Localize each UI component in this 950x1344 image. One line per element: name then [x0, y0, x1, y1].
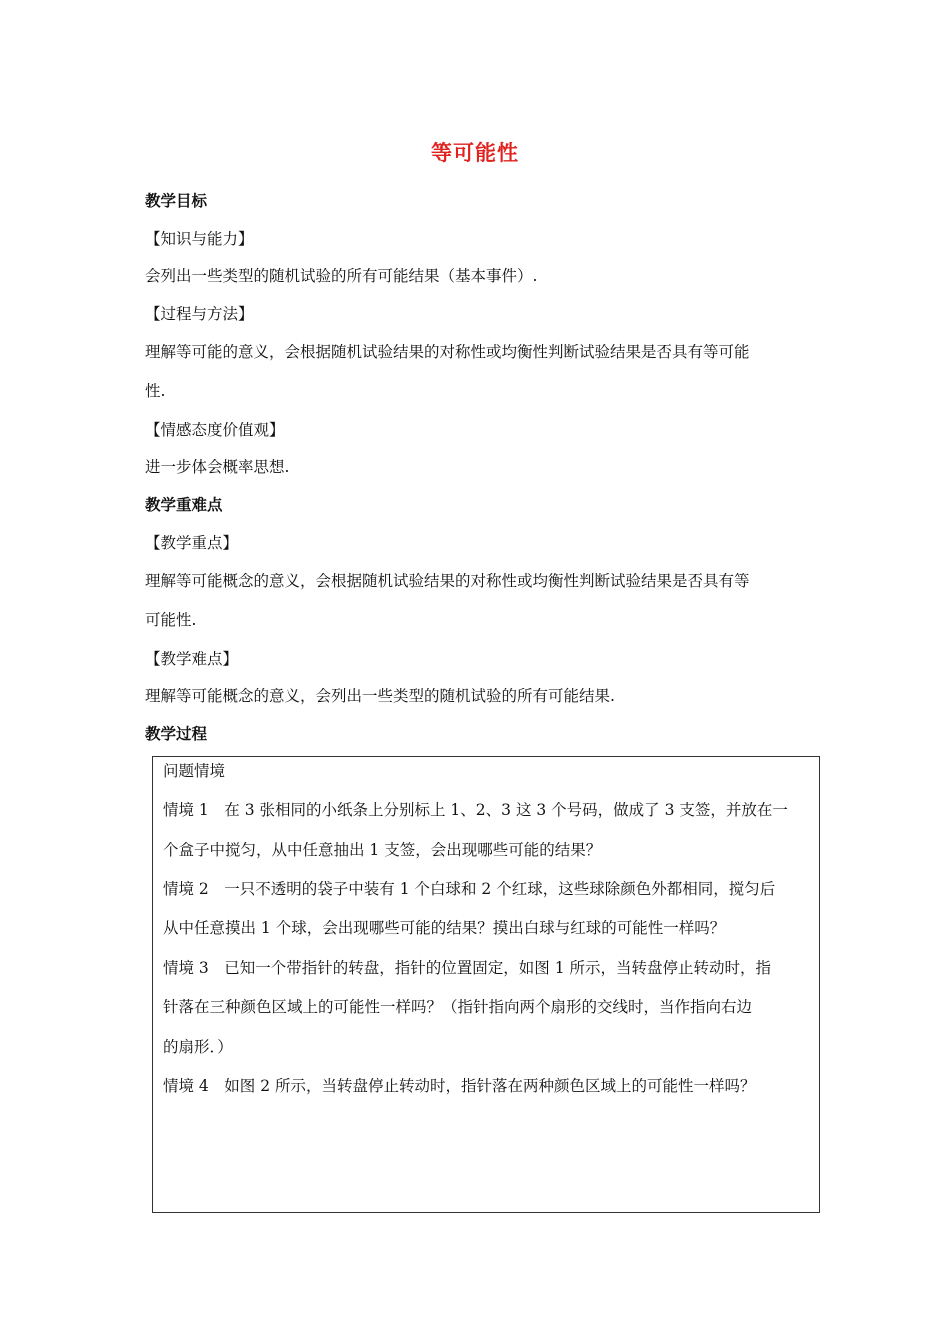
emotion-text: 进一步体会概率思想.	[145, 458, 290, 476]
keypoints-heading: 教学重难点	[145, 496, 223, 514]
situation-2-line-2: 从中任意摸出 1 个球，会出现哪些可能的结果？摸出白球与红球的可能性一样吗？	[163, 919, 726, 937]
page-title: 等可能性	[431, 141, 519, 165]
box-heading: 问题情境	[163, 762, 226, 780]
process-text-2: 性.	[145, 382, 166, 400]
difficulty-heading: 【教学难点】	[145, 650, 239, 668]
situation-1-line-1: 情境 1 在 3 张相同的小纸条上分别标上 1、2、3 这 3 个号码，做成了 3 支签，并放在一	[163, 801, 788, 819]
situation-4-line-1: 情境 4 如图 2 所示，当转盘停止转动时，指针落在两种颜色区域上的可能性一样吗？	[163, 1077, 756, 1095]
situation-1-line-2: 个盒子中搅匀，从中任意抽出 1 支签，会出现哪些可能的结果？	[163, 841, 602, 859]
teaching-process-heading: 教学过程	[145, 725, 208, 743]
focus-text-2: 可能性.	[145, 611, 197, 629]
knowledge-heading: 【知识与能力】	[145, 230, 254, 248]
difficulty-text: 理解等可能概念的意义，会列出一些类型的随机试验的所有可能结果.	[145, 687, 615, 705]
situation-2-line-1: 情境 2 一只不透明的袋子中装有 1 个白球和 2 个红球，这些球除颜色外都相同，搅匀后	[163, 880, 776, 898]
focus-text-1: 理解等可能概念的意义，会根据随机试验结果的对称性或均衡性判断试验结果是否具有等	[145, 572, 750, 590]
knowledge-text: 会列出一些类型的随机试验的所有可能结果（基本事件）.	[145, 267, 538, 285]
situation-3-line-1: 情境 3 已知一个带指针的转盘，指针的位置固定，如图 1 所示，当转盘停止转动时，指	[163, 959, 772, 977]
problem-situation-box	[152, 756, 820, 1213]
focus-heading: 【教学重点】	[145, 534, 239, 552]
objectives-heading: 教学目标	[145, 192, 208, 210]
situation-3-line-3: 的扇形．）	[163, 1038, 233, 1056]
process-text-1: 理解等可能的意义，会根据随机试验结果的对称性或均衡性判断试验结果是否具有等可能	[145, 343, 750, 361]
emotion-heading: 【情感态度价值观】	[145, 421, 285, 439]
process-heading: 【过程与方法】	[145, 305, 254, 323]
situation-3-line-2: 针落在三种颜色区域上的可能性一样吗？（指针指向两个扇形的交线时，当作指向右边	[163, 998, 753, 1016]
